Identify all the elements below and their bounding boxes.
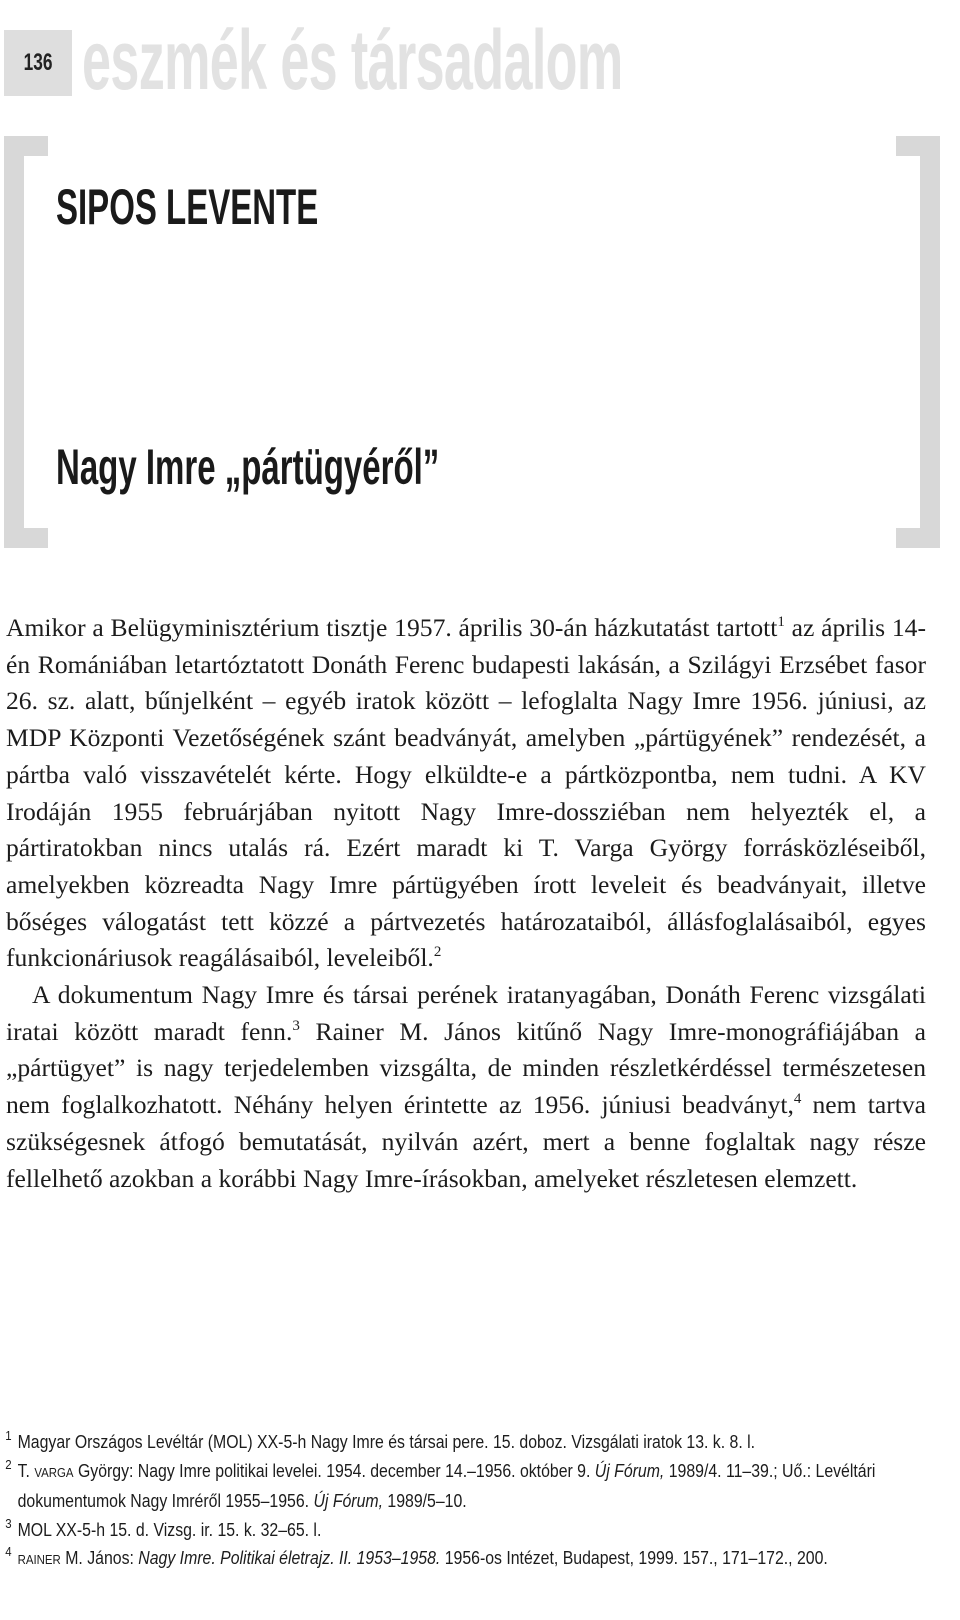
footnotes — [0, 1428, 960, 1575]
footnote-2 — [0, 1457, 950, 1516]
article-title: Nagy Imre „pártügyéről” — [56, 439, 440, 495]
paragraph-2-text-a: A dokumentum Nagy Imre és társai perének iratanyagában, Donáth Ferenc vizsgálati iratai között maradt fenn. — [6, 980, 926, 1046]
footnote-2-number: 2 — [5, 1456, 12, 1472]
page-number-box — [4, 30, 72, 96]
footnote-1-text: Magyar Országos Levéltár (MOL) XX-5-h Nagy Imre és társai pere. 15. doboz. Vizsgálati iratok 13. k. 8. l. — [17, 1432, 756, 1452]
footnote-1 — [0, 1428, 950, 1457]
article-author: SIPOS LEVENTE — [56, 179, 319, 235]
paragraph-1-text-b: az április 14-én Romániában letartóztatott Donáth Ferenc budapesti lakásán, a Szilágyi Erzsébet fasor 26. sz. alatt, bűnjelként – egyéb iratok között – lefoglalta Nagy Imre 1956. júniusi, az MDP Központi Vezetőségének szánt beadványát, amelyben „pártügyének” rendezését, a pártba való visszavételét kérte. Hogy elküldte-e a pártközpontba, nem tudni. A KV Irodáján 1955 februárjában nyitott Nagy Imre-dossziéban nem helyezték el, a pártiratokban nincs utalás rá. Ezért maradt ki T. Varga György forrásközléseiből, amelyekben közreadta Nagy Imre pártügyében írott leveleit és beadványait, illetve bőséges válogatást tett közzé a pártvezetés határozataiból, állásfoglalásaiból, egyes funkcionáriusok reagálásaiból, leveleiből. — [6, 613, 926, 973]
running-header — [4, 13, 924, 107]
footnote-4-text-a: M. János: — [60, 1548, 139, 1569]
footnote-ref-3[interactable]: 3 — [292, 1017, 300, 1034]
paragraph-1 — [6, 610, 926, 977]
footnote-3-number: 3 — [5, 1515, 12, 1531]
paragraph-2 — [6, 977, 926, 1197]
footnote-4-number: 4 — [5, 1544, 12, 1560]
footnote-4 — [0, 1544, 950, 1575]
footnote-2-author-smallcaps: VARGA — [34, 1464, 74, 1480]
footnote-ref-2[interactable]: 2 — [433, 944, 442, 961]
footnote-2-journal-1: Új Fórum, — [594, 1460, 665, 1481]
paragraph-2-text-b: Rainer M. János kitűnő Nagy Imre-monográfiájában a „pártügyet” is nagy terjedelemben vizsgálta, de minden részletkérdéssel természetesen nem foglalkozhatott. Néhány helyen érintette az 1956. júniusi beadványt, — [6, 1016, 926, 1120]
footnote-3 — [0, 1516, 950, 1545]
footnote-ref-1[interactable]: 1 — [777, 614, 785, 630]
paragraph-2-text-c: nem tartva szükségesnek átfogó bemutatását, nyilván azért, mert a benne foglaltak nagy része fellelhető azokban a korábbi Nagy Imre-írásokban, amelyeket részletesen elemzett. — [6, 1090, 926, 1193]
footnote-2-text-b: György: Nagy Imre politikai levelei. 1954. december 14.–1956. október 9. — [73, 1460, 595, 1481]
footnote-2-text-d: 1989/5–10. — [382, 1491, 467, 1512]
footnote-2-journal-2: Új Fórum, — [313, 1491, 383, 1512]
footnote-2-text-a: T. — [17, 1460, 35, 1481]
journal-title: eszmék és társadalom — [82, 13, 623, 107]
footnote-4-author-smallcaps: RAINER — [17, 1552, 61, 1568]
footnote-4-book-title: Nagy Imre. Politikai életrajz. II. 1953–1958. — [138, 1548, 441, 1569]
page-number: 136 — [23, 49, 53, 76]
footnote-3-text: MOL XX-5-h 15. d. Vizsg. ir. 15. k. 32–65. l. — [17, 1519, 322, 1540]
article-body — [6, 610, 926, 1197]
paragraph-1-text-a: Amikor a Belügyminisztérium tisztje 1957. április 30-án házkutatást tartott — [6, 613, 778, 642]
left-bracket-decoration — [4, 136, 48, 548]
footnote-4-text-b: 1956-os Intézet, Budapest, 1999. 157., 171–172., 200. — [440, 1548, 828, 1569]
footnote-1-number: 1 — [5, 1428, 12, 1443]
footnote-ref-4[interactable]: 4 — [793, 1091, 802, 1108]
right-bracket-decoration — [896, 136, 940, 548]
footnote-2-text-c: 1989/4. 11–39.; Uő.: Levéltári dokumentumok Nagy Imréről 1955–1956. — [17, 1460, 876, 1512]
